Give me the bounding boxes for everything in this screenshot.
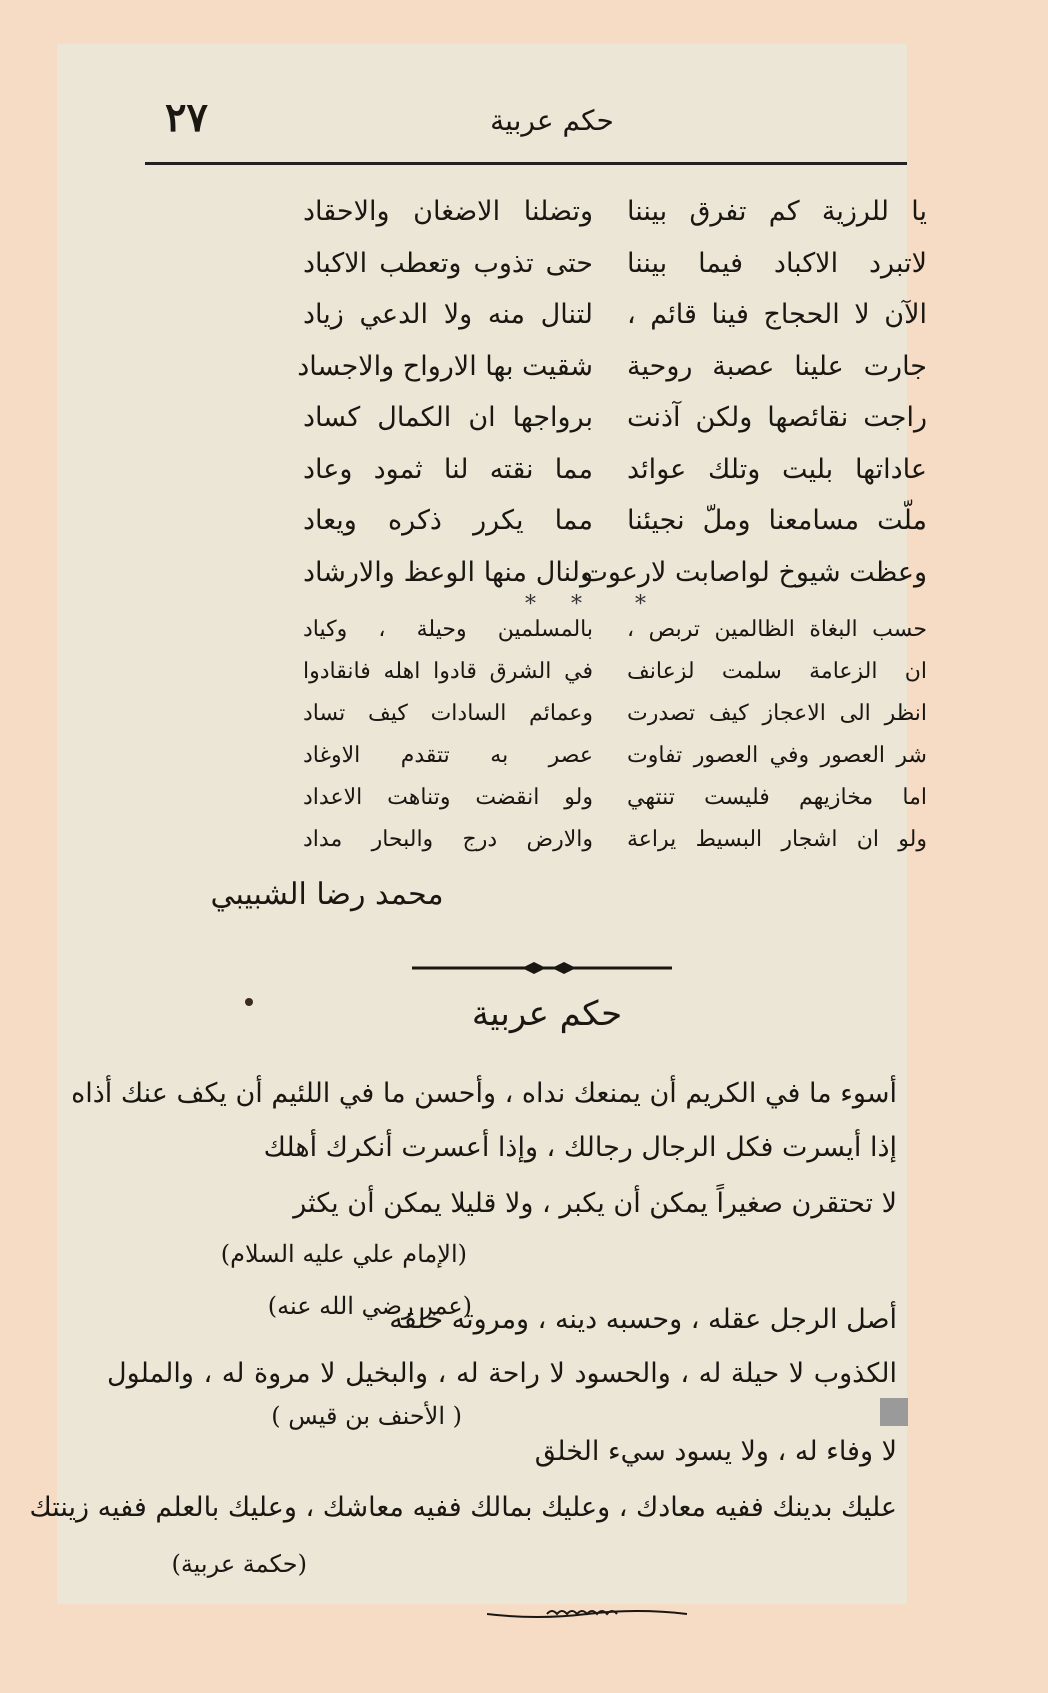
saying-line: الكذوب لا حيلة له ، والحسود لا راحة له ، والبخيل لا مروة له ، والملول	[107, 1358, 897, 1389]
verse-second-hemistich: ولو انقضت وتناهت الاعداد	[303, 785, 593, 810]
verse-second-hemistich: وعمائم السادات كيف تساد	[303, 701, 593, 726]
end-ornament	[487, 1604, 687, 1624]
saying-line: أصل الرجل عقله ، وحسبه دينه ، ومروته خلقه	[389, 1304, 897, 1335]
poem-verse	[227, 612, 927, 654]
verse-first-hemistich: عاداتها بليت وتلك عوائد	[627, 453, 927, 485]
saying-line: أسوء ما في الكريم أن يمنعك نداه ، وأحسن ما في اللئيم أن يكف عنك أذاه	[71, 1078, 897, 1109]
poem-verse	[227, 347, 927, 399]
poem-verse	[227, 501, 927, 553]
poem-verse	[227, 192, 927, 244]
poem-verse	[227, 295, 927, 347]
ink-speck	[245, 998, 253, 1006]
verse-second-hemistich: مما نقته لنا ثمود وعاد	[303, 453, 593, 485]
saying-line: لا تحتقرن صغيراً يمكن أن يكبر ، ولا قليلا يمكن أن يكثر	[293, 1188, 897, 1219]
verse-first-hemistich: ولو ان اشجار البسيط يراعة	[627, 827, 927, 852]
verse-first-hemistich: راجت نقائصها ولكن آذنت	[627, 402, 927, 433]
scan-highlight-mark	[880, 1398, 908, 1426]
verse-second-hemistich: حتى تذوب وتعطب الاكباد	[303, 247, 593, 279]
page-number: ٢٧	[165, 94, 208, 141]
saying-line: لا وفاء له ، ولا يسود سيء الخلق	[534, 1436, 897, 1467]
saying-line: إذا أيسرت فكل الرجال رجالك ، وإذا أعسرت أنكرك أهلك	[263, 1132, 897, 1163]
poem-verse	[227, 696, 927, 738]
verse-second-hemistich: عصر به تتقدم الاوغاد	[303, 743, 593, 768]
verse-first-hemistich: لاتبرد الاكباد فيما بيننا	[627, 247, 927, 279]
verse-first-hemistich: وعظت شيوخ لواصابت لارعوت	[582, 556, 927, 588]
header-rule	[145, 162, 907, 165]
ornamental-divider	[412, 956, 672, 980]
verse-second-hemistich: بالمسلمين وحيلة ، وكياد	[303, 617, 593, 642]
section-star: *	[525, 592, 536, 617]
verse-first-hemistich: اما مخازيهم فليست تنتهي	[627, 785, 927, 810]
poem-verse	[227, 450, 927, 502]
poem-verse	[227, 654, 927, 696]
poem-verse	[227, 398, 927, 450]
poem-verse	[227, 738, 927, 780]
verse-first-hemistich: يا للرزية كم تفرق بيننا	[627, 196, 927, 227]
section-star: *	[635, 592, 646, 617]
running-title: حكم عربية	[490, 104, 614, 137]
verse-first-hemistich: حسب البغاة الظالمين تربص ،	[627, 617, 927, 642]
verse-second-hemistich: وتضلنا الاضغان والاحقاد	[303, 196, 593, 227]
saying-attribution: (عمر رضي الله عنه)	[267, 1292, 472, 1320]
verse-second-hemistich: مما يكرر ذكره ويعاد	[303, 505, 593, 536]
verse-second-hemistich: برواجها ان الكمال كساد	[303, 402, 593, 433]
poem-part-2	[227, 612, 927, 864]
section-star: *	[571, 592, 582, 617]
verse-first-hemistich: الآن لا الحجاج فينا قائم ،	[627, 299, 927, 330]
verse-first-hemistich: ان الزعامة سلمت لزعانف	[627, 659, 927, 684]
saying-attribution: (الإمام علي عليه السلام)	[220, 1240, 467, 1268]
poem-part-1	[227, 192, 927, 604]
verse-first-hemistich: انظر الى الاعجاز كيف تصدرت	[627, 701, 927, 726]
verse-second-hemistich: ولنال منها الوعظ والارشاد	[303, 556, 593, 588]
poem-verse	[227, 780, 927, 822]
saying-line: عليك بدينك ففيه معادك ، وعليك بمالك ففيه معاشك ، وعليك بالعلم ففيه زينتك	[29, 1492, 897, 1523]
verse-first-hemistich: جارت علينا عصبة روحية	[627, 350, 927, 382]
saying-attribution: (حكمة عربية)	[171, 1550, 307, 1578]
poet-signature: محمد رضا الشبيبي	[210, 877, 444, 912]
verse-second-hemistich: في الشرق قادوا اهله فانقادوا	[303, 659, 593, 684]
section-title: حكم عربية	[471, 994, 623, 1034]
verse-first-hemistich: شر العصور وفي العصور تفاوت	[627, 743, 927, 768]
poem-verse	[227, 822, 927, 864]
verse-second-hemistich: والارض درج والبحار مداد	[303, 827, 593, 852]
book-page	[29, 44, 927, 1604]
poem-verse	[227, 244, 927, 296]
verse-second-hemistich: شقيت بها الارواح والاجساد	[297, 350, 593, 382]
verse-second-hemistich: لتنال منه ولا الدعي زياد	[303, 299, 593, 330]
saying-attribution: ( الأحنف بن قيس )	[271, 1402, 462, 1430]
verse-first-hemistich: ملّت مسامعنا وملّ نجيئنا	[627, 505, 927, 536]
